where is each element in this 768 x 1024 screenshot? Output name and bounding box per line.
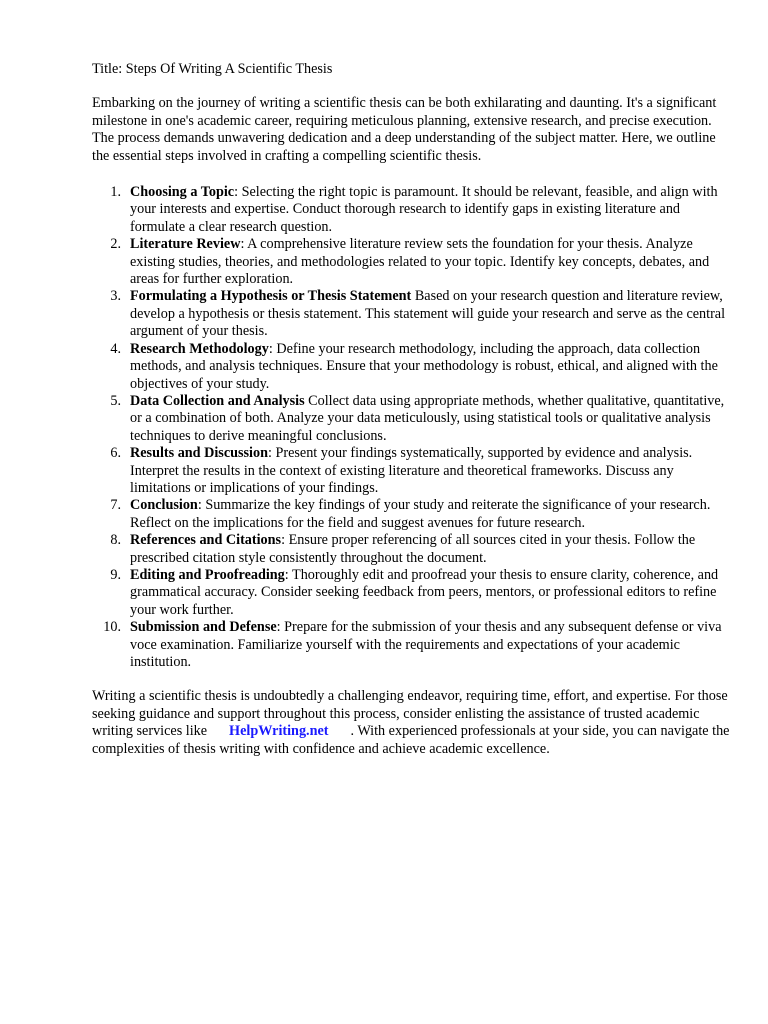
step-body: Selecting the right topic is paramount. It should be relevant, feasible, and align with your interests and expertise. Conduct thorough research to identify gaps in existing literature and formulate a clear research question. — [130, 184, 718, 235]
step-separator: : — [234, 184, 239, 201]
step-heading: References and Citations — [130, 532, 282, 549]
closing-text-before-link: Writing a scientific thesis is undoubtedly a challenging endeavor, requiring time, effort, and expertise. For those seeking guidance and support throughout this process, consider enlisting the assistance of trusted academic writing services like — [92, 688, 728, 740]
step-item — [92, 497, 732, 532]
step-item — [92, 532, 732, 567]
step-separator: : — [276, 619, 281, 636]
step-number: 3. — [110, 288, 121, 305]
step-item — [92, 184, 732, 236]
step-number: 9. — [110, 566, 121, 583]
step-item — [92, 445, 732, 497]
step-heading: Literature Review — [130, 236, 241, 253]
step-heading: Submission and Defense — [130, 619, 277, 636]
step-body: Collect data using appropriate methods, whether qualitative, quantitative, or a combination of both. Analyze your data meticulously, using statistical tools or qualitative analysis techniques to derive meaningful conclusions. — [130, 392, 725, 444]
step-heading: Conclusion — [130, 497, 198, 514]
step-body: Define your research methodology, including the approach, data collection methods, and analysis techniques. Ensure that your methodology is robust, ethical, and aligned with the objectives of your study. — [130, 340, 718, 392]
step-separator: : — [268, 340, 273, 357]
step-body: Present your findings systematically, supported by evidence and analysis. Interpret the results in the context of existing literature and theoretical frameworks. Discuss any limitations or implications of your findings. — [130, 445, 693, 496]
step-number: 7. — [110, 497, 121, 514]
step-separator: : — [267, 445, 272, 462]
closing-paragraph — [92, 688, 732, 758]
step-item — [92, 393, 732, 445]
step-number: 4. — [110, 340, 121, 357]
document-title: Title: Steps Of Writing A Scientific Thesis — [92, 61, 333, 77]
step-heading: Research Methodology — [130, 340, 269, 357]
step-number: 5. — [110, 392, 121, 409]
step-number: 2. — [110, 236, 121, 253]
step-body: Thoroughly edit and proofread your thesis to ensure clarity, coherence, and grammatical accuracy. Consider seeking feedback from peers, mentors, or professional editors to refine your work further. — [130, 566, 719, 618]
step-item — [92, 288, 732, 340]
step-body: A comprehensive literature review sets the foundation for your thesis. Analyze existing studies, theories, and methodologies related to your topic. Identify key concepts, debates, and areas for further exploration. — [130, 236, 710, 288]
step-body: Prepare for the submission of your thesis and any subsequent defense or viva voce examination. Familiarize yourself with the requirements and expectations of your academic institution. — [130, 619, 722, 670]
step-body: Summarize the key findings of your study and reiterate the significance of your research. Reflect on the implications for the field and suggest avenues for future research. — [130, 497, 711, 531]
step-heading: Choosing a Topic — [130, 184, 235, 201]
step-heading: Data Collection and Analysis — [130, 392, 305, 409]
step-item — [92, 236, 732, 288]
step-body: Ensure proper referencing of all sources cited in your thesis. Follow the prescribed citation style consistently throughout the document. — [130, 532, 696, 566]
step-number: 8. — [110, 532, 121, 549]
document-page — [92, 61, 732, 758]
step-number: 10. — [103, 619, 121, 636]
step-item — [92, 567, 732, 619]
step-separator: : — [284, 566, 289, 583]
intro-paragraph: Embarking on the journey of writing a scientific thesis can be both exhilarating and daunting. It's a significant milestone in one's academic career, requiring meticulous planning, extensive research, and precise execution. The process demands unwavering dedication and a deep understanding of the subject matter. Here, we outline the essential steps involved in crafting a compelling scientific thesis. — [92, 95, 717, 164]
helpwriting-link[interactable]: HelpWriting.net — [229, 723, 329, 740]
step-item — [92, 341, 732, 393]
steps-list — [92, 184, 732, 671]
step-separator: : — [197, 497, 202, 514]
step-heading: Results and Discussion — [130, 445, 268, 462]
step-body: Based on your research question and literature review, develop a hypothesis or thesis statement. This statement will guide your research and serve as the central argument of your thesis. — [130, 288, 726, 340]
step-item — [92, 619, 732, 671]
step-heading: Formulating a Hypothesis or Thesis Statement — [130, 288, 412, 305]
step-number: 1. — [110, 184, 121, 201]
closing-text-after-link: . With experienced professionals at your side, you can navigate the complexities of thesis writing with confidence and achieve academic excellence. — [92, 723, 730, 757]
step-number: 6. — [110, 445, 121, 462]
step-separator: : — [281, 532, 286, 549]
step-separator: : — [240, 236, 245, 253]
step-heading: Editing and Proofreading — [130, 566, 285, 583]
